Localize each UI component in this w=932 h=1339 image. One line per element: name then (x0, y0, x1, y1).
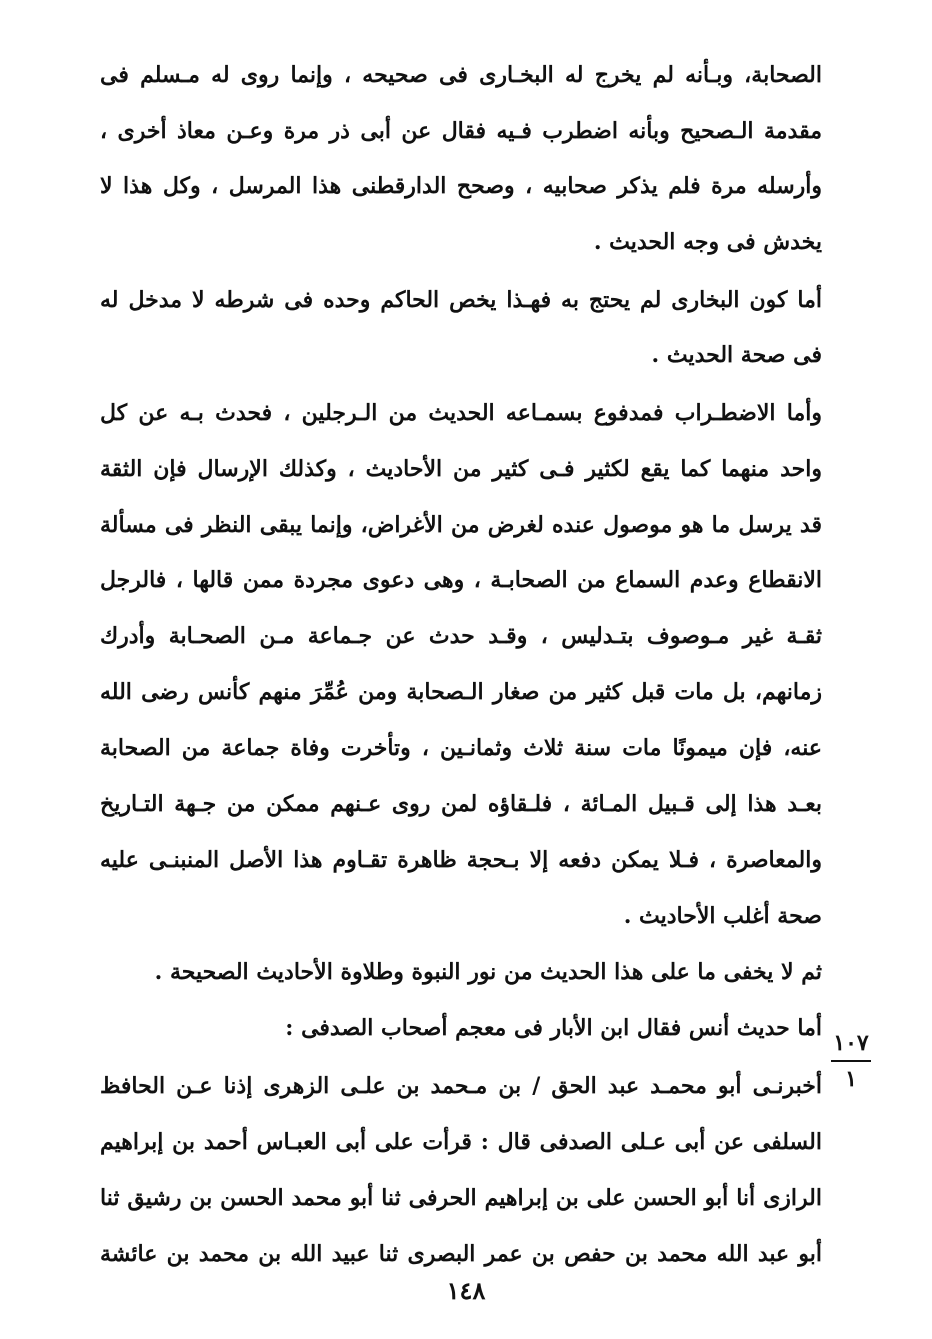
text-line-5: أما كون البخارى لم يحتج به فهـذا يخص الحاكم وحده فى شرطه لا مدخل له (100, 287, 822, 313)
text-line-21: الرازى أنا أبو الحسن على بن إبراهيم الحرفى ثنا أبو محمد الحسن بن رشيق ثنا (100, 1185, 822, 1211)
text-line-19: أخبرنـى أبو محمـد عبد الحق / بن مـحمد بن علـى الزهرى إذنا عـن الحافظ (100, 1073, 822, 1099)
text-line-14: بعـد هذا إلى قـبيل المـائة ، فلـقاؤه لمن روى عـنهم ممكن من جـهة التـاريخ (100, 791, 822, 817)
text-line-8: واحد منهما كما يقع لكثير فـى كثير من الأحاديث ، وكذلك الإرسال فإن الثقة (100, 456, 822, 482)
text-line-15: والمعاصرة ، فـلا يمكن دفعه إلا بـحجة ظاهرة تقـاوم هذا الأصل المنبنـى عليه (100, 847, 822, 873)
text-line-11: ثقـة غير مـوصوف بتـدليس ، وقـد حدث عن جـماعة مـن الصحـابة وأدرك (100, 623, 822, 649)
page-number: ١٤٨ (446, 1276, 486, 1305)
margin-reference (826, 1028, 876, 1094)
margin-reference-rule (831, 1060, 871, 1062)
body-text (100, 0, 822, 1267)
text-line-13: عنه، فإن ميمونًا مات سنة ثلاث وثمانـين ، وتأخرت وفاة جماعة من الصحابة (100, 735, 822, 761)
text-line-16: صحة أغلب الأحاديث . (623, 903, 822, 929)
text-line-6: فى صحة الحديث . (651, 342, 822, 368)
text-line-9: قد يرسل ما هو موصول عنده لغرض من الأغراض، وإنما يبقى النظر فى مسألة (100, 512, 822, 538)
text-line-17: ثم لا يخفى ما على هذا الحديث من نور النبوة وطلاوة الأحاديث الصحيحة . (154, 959, 822, 985)
margin-reference-top: ١٠٧ (833, 1030, 869, 1056)
text-line-4: يخدش فى وجه الحديث . (593, 229, 822, 255)
text-line-12: زمانهم، بل مات قبل كثير من صغار الـصحابة ومن عُمِّرَ منهم كأنس رضى الله (100, 679, 822, 705)
text-line-2: مقدمة الـصحيح وبأنه اضطرب فـيه فقال عن أبى ذر مرة وعـن معاذ أخرى ، (100, 118, 822, 144)
text-line-1: الصحابة، وبـأنه لم يخرج له البخـارى فى صحيحه ، وإنما روى له مـسلم فى (100, 62, 822, 88)
text-line-18: أما حديث أنس فقال ابن الأبار فى معجم أصحاب الصدفى : (285, 1015, 822, 1041)
text-line-20: السلفى عن أبى عـلى الصدفى قال : قرأت على أبى العبـاس أحمد بن إبراهيم (100, 1129, 822, 1155)
text-line-7: وأما الاضطـراب فمدفوع بسمـاعه الحديث من الـرجلين ، فحدث بـه عن كل (100, 400, 822, 426)
margin-reference-bottom: ١ (845, 1066, 857, 1092)
text-line-10: الانقطاع وعدم السماع من الصحابـة ، وهى دعوى مجردة ممن قالها ، فالرجل (100, 567, 822, 593)
text-line-3: وأرسله مرة فلم يذكر صحابيه ، وصحح الدارقطنى هذا المرسل ، وكل هذا لا (100, 173, 822, 199)
text-line-22: أبو عبد الله محمد بن حفص بن عمر البصرى ثنا عبيد الله بن محمد بن عائشة (100, 1241, 822, 1267)
